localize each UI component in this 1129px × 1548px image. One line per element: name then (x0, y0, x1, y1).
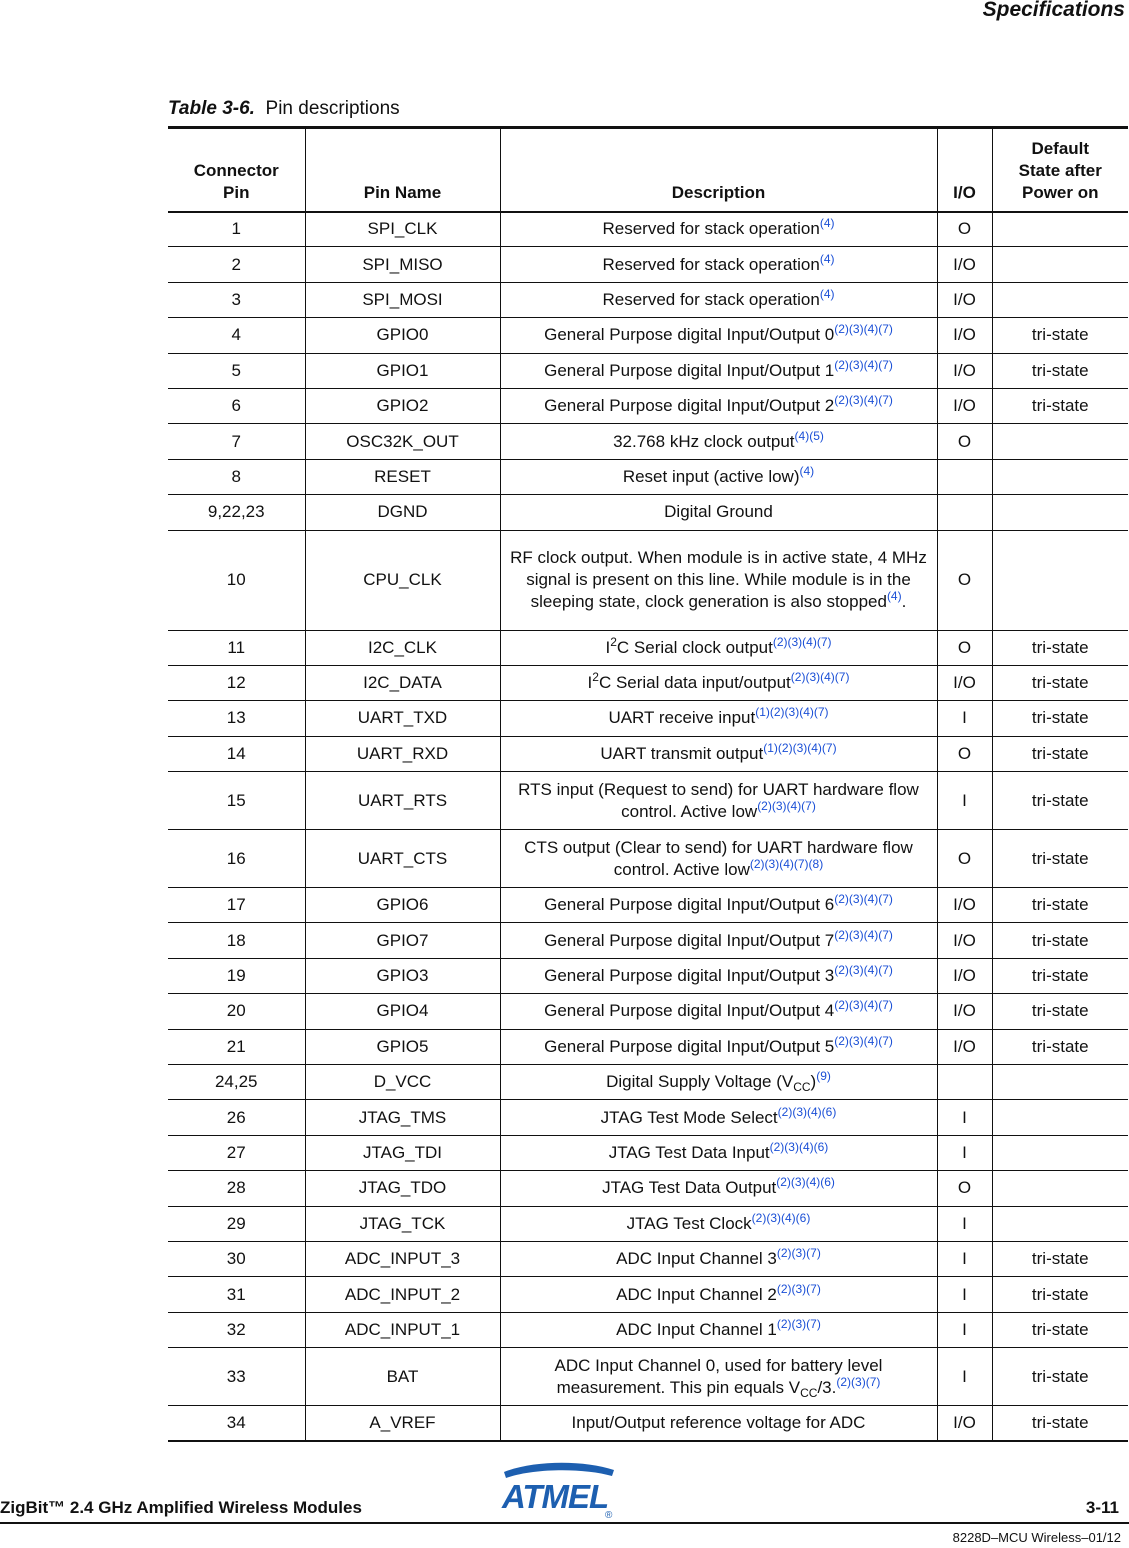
desc-text: C Serial data input/output (598, 673, 791, 693)
footnote-reference[interactable]: (2)(3)(7) (776, 1246, 821, 1261)
desc-text: Reserved for stack operation (602, 219, 820, 239)
footnote-reference[interactable]: (4)(5) (794, 428, 824, 443)
cell-connector-pin: 31 (168, 1277, 305, 1312)
cell-connector-pin: 10 (168, 530, 305, 630)
cell-description (500, 994, 937, 1029)
table-row (168, 1029, 1128, 1064)
cell-default-state (992, 1206, 1128, 1241)
cell-description (500, 736, 937, 771)
cell-pin-name: UART_RXD (305, 736, 500, 771)
footnote-reference[interactable]: (4) (819, 286, 835, 301)
desc-text: ADC Input Channel 2 (616, 1284, 777, 1304)
cell-io: I/O (937, 888, 992, 923)
cell-description (500, 1348, 937, 1406)
table-row (168, 1065, 1128, 1100)
cell-pin-name: GPIO7 (305, 923, 500, 958)
table-row (168, 1406, 1128, 1441)
table-row (168, 282, 1128, 317)
cell-pin-name: I2C_CLK (305, 630, 500, 665)
cell-description (500, 388, 937, 423)
cell-description (500, 1171, 937, 1206)
footnote-reference[interactable]: (2)(3)(4)(7) (757, 798, 816, 813)
desc-subscript: CC (800, 1385, 818, 1400)
table-header-row (168, 128, 1128, 212)
cell-default-state: tri-state (992, 994, 1128, 1029)
desc-subscript: CC (793, 1080, 811, 1095)
cell-io: I/O (937, 353, 992, 388)
table-caption (168, 98, 400, 120)
cell-description (500, 1135, 937, 1170)
cell-description (500, 1065, 937, 1100)
cell-connector-pin: 33 (168, 1348, 305, 1406)
desc-text: RF clock output. When module is in active state, 4 MHz signal is present on this line. While module is in the sleeping state, clock generation is also stopped (510, 548, 927, 612)
cell-connector-pin: 7 (168, 424, 305, 459)
cell-pin-name: SPI_MOSI (305, 282, 500, 317)
cell-description (500, 701, 937, 736)
table-row (168, 701, 1128, 736)
desc-tail: /3. (817, 1377, 837, 1397)
desc-text: General Purpose digital Input/Output 1 (544, 360, 835, 380)
cell-default-state: tri-state (992, 958, 1128, 993)
cell-default-state: tri-state (992, 353, 1128, 388)
cell-description (500, 1241, 937, 1276)
cell-description (500, 424, 937, 459)
cell-connector-pin: 5 (168, 353, 305, 388)
table-row (168, 212, 1128, 247)
table-row (168, 353, 1128, 388)
cell-connector-pin: 24,25 (168, 1065, 305, 1100)
footnote-reference[interactable]: (4) (799, 463, 815, 478)
registered-mark: ® (605, 1510, 613, 1520)
table-row (168, 630, 1128, 665)
footnote-reference[interactable]: (2)(3)(7) (776, 1316, 821, 1331)
cell-io: O (937, 530, 992, 630)
cell-pin-name: JTAG_TDI (305, 1135, 500, 1170)
cell-io: I (937, 1100, 992, 1135)
cell-default-state (992, 282, 1128, 317)
cell-io: I (937, 1348, 992, 1406)
desc-text: UART transmit output (600, 743, 764, 763)
table-row (168, 388, 1128, 423)
cell-description (500, 665, 937, 700)
cell-default-state: tri-state (992, 701, 1128, 736)
cell-pin-name: SPI_MISO (305, 247, 500, 282)
cell-io: I (937, 772, 992, 830)
document-code: 8228D–MCU Wireless–01/12 (952, 1530, 1121, 1545)
cell-io: I (937, 1206, 992, 1241)
desc-text: ADC Input Channel 0, used for battery level measurement. This pin equals V (554, 1355, 883, 1397)
footnote-reference[interactable]: (9) (816, 1069, 831, 1084)
cell-default-state: tri-state (992, 1277, 1128, 1312)
footnote-reference[interactable]: (2)(3)(4)(7) (772, 634, 832, 649)
cell-default-state: tri-state (992, 736, 1128, 771)
cell-connector-pin: 8 (168, 459, 305, 494)
cell-description (500, 530, 937, 630)
cell-pin-name: ADC_INPUT_3 (305, 1241, 500, 1276)
cell-default-state: tri-state (992, 923, 1128, 958)
logo-wordmark: ATMEL (502, 1478, 609, 1515)
cell-description (500, 318, 937, 353)
cell-description (500, 1312, 937, 1347)
desc-text: JTAG Test Mode Select (600, 1107, 778, 1127)
cell-description (500, 923, 937, 958)
table-row (168, 994, 1128, 1029)
page-number: 3-11 (1085, 1498, 1119, 1517)
desc-text: JTAG Test Data Output (602, 1178, 777, 1198)
cell-connector-pin: 18 (168, 923, 305, 958)
cell-io (937, 1065, 992, 1100)
header-connector-pin: Connector Pin (193, 160, 279, 202)
footnote-reference[interactable]: (2)(3)(4)(7) (834, 357, 893, 372)
cell-default-state: tri-state (992, 630, 1128, 665)
cell-pin-name: GPIO6 (305, 888, 500, 923)
desc-prefix: I (605, 637, 611, 657)
cell-io: O (937, 830, 992, 888)
cell-io: O (937, 424, 992, 459)
cell-description (500, 958, 937, 993)
cell-pin-name: I2C_DATA (305, 665, 500, 700)
cell-default-state (992, 459, 1128, 494)
cell-io: I (937, 701, 992, 736)
cell-description (500, 495, 937, 530)
footnote-reference[interactable]: (2)(3)(4)(7) (834, 892, 893, 907)
cell-connector-pin: 2 (168, 247, 305, 282)
cell-default-state: tri-state (992, 888, 1128, 923)
table-row (168, 830, 1128, 888)
cell-io (937, 495, 992, 530)
desc-superscript: 2 (592, 670, 599, 685)
cell-default-state: tri-state (992, 1029, 1128, 1064)
cell-description (500, 212, 937, 247)
desc-text: General Purpose digital Input/Output 3 (544, 966, 835, 986)
cell-pin-name: D_VCC (305, 1065, 500, 1100)
table-row (168, 923, 1128, 958)
cell-pin-name: A_VREF (305, 1406, 500, 1441)
footnote-reference[interactable]: (2)(3)(4)(7) (834, 927, 893, 942)
footnote-reference[interactable]: (2)(3)(4)(7) (834, 322, 893, 337)
cell-io: I/O (937, 958, 992, 993)
desc-text: Reserved for stack operation (602, 289, 820, 309)
cell-io: I (937, 1241, 992, 1276)
desc-text: RTS input (Request to send) for UART hardware flow control. Active low (518, 779, 919, 821)
desc-text: General Purpose digital Input/Output 2 (544, 396, 835, 416)
table-row (168, 1241, 1128, 1276)
table-row (168, 247, 1128, 282)
footnote-reference[interactable]: (2)(3)(4)(6) (769, 1140, 829, 1154)
table-row (168, 665, 1128, 700)
header-default-state: Default State after Power on (992, 128, 1128, 212)
footer-title: ZigBit™ 2.4 GHz Amplified Wireless Modules (0, 1498, 362, 1517)
cell-description (500, 1277, 937, 1312)
cell-pin-name: GPIO5 (305, 1029, 500, 1064)
cell-pin-name: UART_RTS (305, 772, 500, 830)
desc-text: General Purpose digital Input/Output 5 (544, 1036, 835, 1056)
cell-pin-name: CPU_CLK (305, 530, 500, 630)
cell-pin-name: BAT (305, 1348, 500, 1406)
section-title: Specifications (982, 0, 1125, 21)
cell-io: I (937, 1135, 992, 1170)
cell-pin-name: JTAG_TMS (305, 1100, 500, 1135)
footnote-reference[interactable]: (2)(3)(4)(7) (834, 963, 893, 978)
cell-default-state (992, 1135, 1128, 1170)
footnote-reference[interactable]: (2)(3)(4)(7) (834, 1033, 893, 1048)
cell-connector-pin: 34 (168, 1406, 305, 1441)
table-row (168, 1100, 1128, 1135)
cell-pin-name: GPIO1 (305, 353, 500, 388)
desc-text: Digital Supply Voltage (V (606, 1072, 794, 1092)
cell-pin-name: GPIO0 (305, 318, 500, 353)
footer-divider (0, 1522, 1129, 1524)
cell-io: I/O (937, 1406, 992, 1441)
cell-connector-pin: 17 (168, 888, 305, 923)
table-row (168, 736, 1128, 771)
cell-connector-pin: 4 (168, 318, 305, 353)
footnote-reference[interactable]: (2)(3)(4)(7) (790, 670, 850, 685)
cell-connector-pin: 14 (168, 736, 305, 771)
cell-pin-name: DGND (305, 495, 500, 530)
cell-pin-name: JTAG_TCK (305, 1206, 500, 1241)
cell-pin-name: SPI_CLK (305, 212, 500, 247)
cell-description (500, 1206, 937, 1241)
desc-text: UART receive input (608, 708, 756, 728)
cell-connector-pin: 32 (168, 1312, 305, 1347)
cell-default-state: tri-state (992, 388, 1128, 423)
table-row (168, 495, 1128, 530)
cell-default-state (992, 530, 1128, 630)
cell-connector-pin: 30 (168, 1241, 305, 1276)
cell-default-state: tri-state (992, 1348, 1128, 1406)
cell-connector-pin: 9,22,23 (168, 495, 305, 530)
cell-io: I/O (937, 388, 992, 423)
cell-connector-pin: 29 (168, 1206, 305, 1241)
cell-connector-pin: 13 (168, 701, 305, 736)
cell-pin-name: GPIO2 (305, 388, 500, 423)
cell-default-state: tri-state (992, 1406, 1128, 1441)
cell-default-state: tri-state (992, 1312, 1128, 1347)
footnote-reference[interactable]: (4) (886, 589, 902, 604)
table-row (168, 1135, 1128, 1170)
cell-default-state (992, 1171, 1128, 1206)
table-row (168, 1348, 1128, 1406)
desc-tail: ) (810, 1072, 817, 1092)
cell-pin-name: OSC32K_OUT (305, 424, 500, 459)
cell-default-state: tri-state (992, 830, 1128, 888)
cell-default-state: tri-state (992, 665, 1128, 700)
table-row (168, 772, 1128, 830)
footnote-reference[interactable]: (2)(3)(4)(6) (751, 1210, 811, 1225)
table-row (168, 459, 1128, 494)
table-caption-title: Pin descriptions (265, 98, 400, 119)
cell-default-state (992, 212, 1128, 247)
cell-pin-name: RESET (305, 459, 500, 494)
cell-connector-pin: 11 (168, 630, 305, 665)
cell-io: I/O (937, 282, 992, 317)
cell-connector-pin: 12 (168, 665, 305, 700)
cell-default-state (992, 247, 1128, 282)
atmel-logo (494, 1458, 618, 1520)
cell-io: I/O (937, 923, 992, 958)
table-caption-label: Table 3-6. (168, 98, 255, 119)
cell-description (500, 772, 937, 830)
table-row (168, 958, 1128, 993)
footnote-reference[interactable]: (2)(3)(7) (836, 1374, 881, 1389)
cell-io: O (937, 630, 992, 665)
footnote-reference[interactable]: (2)(3)(7) (776, 1281, 821, 1296)
cell-io: I/O (937, 1029, 992, 1064)
footnote-reference[interactable]: (2)(3)(4)(7)(8) (749, 856, 824, 871)
cell-io: I/O (937, 247, 992, 282)
desc-text: General Purpose digital Input/Output 4 (544, 1001, 835, 1021)
cell-default-state (992, 1100, 1128, 1135)
header-pin-name: Pin Name (305, 128, 500, 212)
table-row (168, 1312, 1128, 1347)
desc-text: Reset input (active low) (622, 466, 800, 486)
cell-connector-pin: 26 (168, 1100, 305, 1135)
cell-io: O (937, 212, 992, 247)
cell-connector-pin: 19 (168, 958, 305, 993)
desc-text: ADC Input Channel 1 (616, 1319, 777, 1339)
cell-io: I/O (937, 665, 992, 700)
desc-text: C Serial clock output (616, 637, 773, 657)
cell-description (500, 247, 937, 282)
cell-default-state (992, 1065, 1128, 1100)
pin-descriptions-table (168, 126, 1128, 1442)
desc-text: General Purpose digital Input/Output 7 (544, 930, 835, 950)
desc-text: 32.768 kHz clock output (613, 431, 795, 451)
table-row (168, 888, 1128, 923)
cell-default-state: tri-state (992, 318, 1128, 353)
cell-io (937, 459, 992, 494)
desc-text: JTAG Test Data Input (608, 1143, 770, 1162)
cell-description (500, 1100, 937, 1135)
cell-pin-name: UART_TXD (305, 701, 500, 736)
cell-connector-pin: 3 (168, 282, 305, 317)
table-row (168, 424, 1128, 459)
cell-description (500, 630, 937, 665)
cell-default-state: tri-state (992, 772, 1128, 830)
table-row (168, 1171, 1128, 1206)
desc-text: JTAG Test Clock (626, 1213, 752, 1233)
cell-description (500, 282, 937, 317)
cell-pin-name: GPIO3 (305, 958, 500, 993)
header-description: Description (500, 128, 937, 212)
cell-connector-pin: 15 (168, 772, 305, 830)
cell-io: O (937, 1171, 992, 1206)
cell-pin-name: JTAG_TDO (305, 1171, 500, 1206)
table-row (168, 530, 1128, 630)
cell-pin-name: GPIO4 (305, 994, 500, 1029)
cell-connector-pin: 20 (168, 994, 305, 1029)
cell-connector-pin: 28 (168, 1171, 305, 1206)
footnote-reference[interactable]: (1)(2)(3)(4)(7) (755, 705, 829, 720)
cell-description (500, 888, 937, 923)
desc-text: General Purpose digital Input/Output 0 (544, 325, 835, 345)
cell-connector-pin: 21 (168, 1029, 305, 1064)
footnote-reference[interactable]: (2)(3)(4)(7) (834, 393, 893, 408)
footnote-reference[interactable]: (1)(2)(3)(4)(7) (763, 740, 837, 755)
cell-default-state (992, 495, 1128, 530)
desc-text: Input/Output reference voltage for ADC (571, 1413, 866, 1433)
desc-text: General Purpose digital Input/Output 6 (544, 895, 835, 915)
desc-text: CTS output (Clear to send) for UART hardware flow control. Active low (524, 837, 913, 879)
cell-pin-name: ADC_INPUT_2 (305, 1277, 500, 1312)
cell-io: O (937, 736, 992, 771)
footnote-reference[interactable]: (4) (819, 216, 835, 231)
cell-io: I/O (937, 994, 992, 1029)
desc-text: Digital Ground (664, 502, 773, 522)
desc-after: . (901, 592, 907, 612)
cell-pin-name: ADC_INPUT_1 (305, 1312, 500, 1347)
cell-connector-pin: 27 (168, 1135, 305, 1170)
cell-description (500, 353, 937, 388)
cell-io: I (937, 1312, 992, 1347)
cell-io: I/O (937, 318, 992, 353)
cell-io: I (937, 1277, 992, 1312)
desc-text: Reserved for stack operation (602, 254, 820, 274)
footnote-reference[interactable]: (4) (819, 251, 835, 266)
header-io: I/O (937, 128, 992, 212)
table-row (168, 1277, 1128, 1312)
cell-connector-pin: 1 (168, 212, 305, 247)
table-row (168, 318, 1128, 353)
footnote-reference[interactable]: (2)(3)(4)(6) (776, 1175, 835, 1190)
cell-default-state (992, 424, 1128, 459)
cell-description (500, 1029, 937, 1064)
cell-connector-pin: 6 (168, 388, 305, 423)
cell-description (500, 830, 937, 888)
cell-pin-name: UART_CTS (305, 830, 500, 888)
footnote-reference[interactable]: (2)(3)(4)(6) (777, 1104, 837, 1119)
cell-default-state: tri-state (992, 1241, 1128, 1276)
cell-connector-pin: 16 (168, 830, 305, 888)
table-row (168, 1206, 1128, 1241)
footnote-reference[interactable]: (2)(3)(4)(7) (834, 998, 893, 1013)
desc-prefix: I (587, 673, 593, 693)
desc-superscript: 2 (610, 634, 617, 649)
cell-description (500, 1406, 937, 1441)
cell-description (500, 459, 937, 494)
desc-text: ADC Input Channel 3 (616, 1249, 777, 1269)
